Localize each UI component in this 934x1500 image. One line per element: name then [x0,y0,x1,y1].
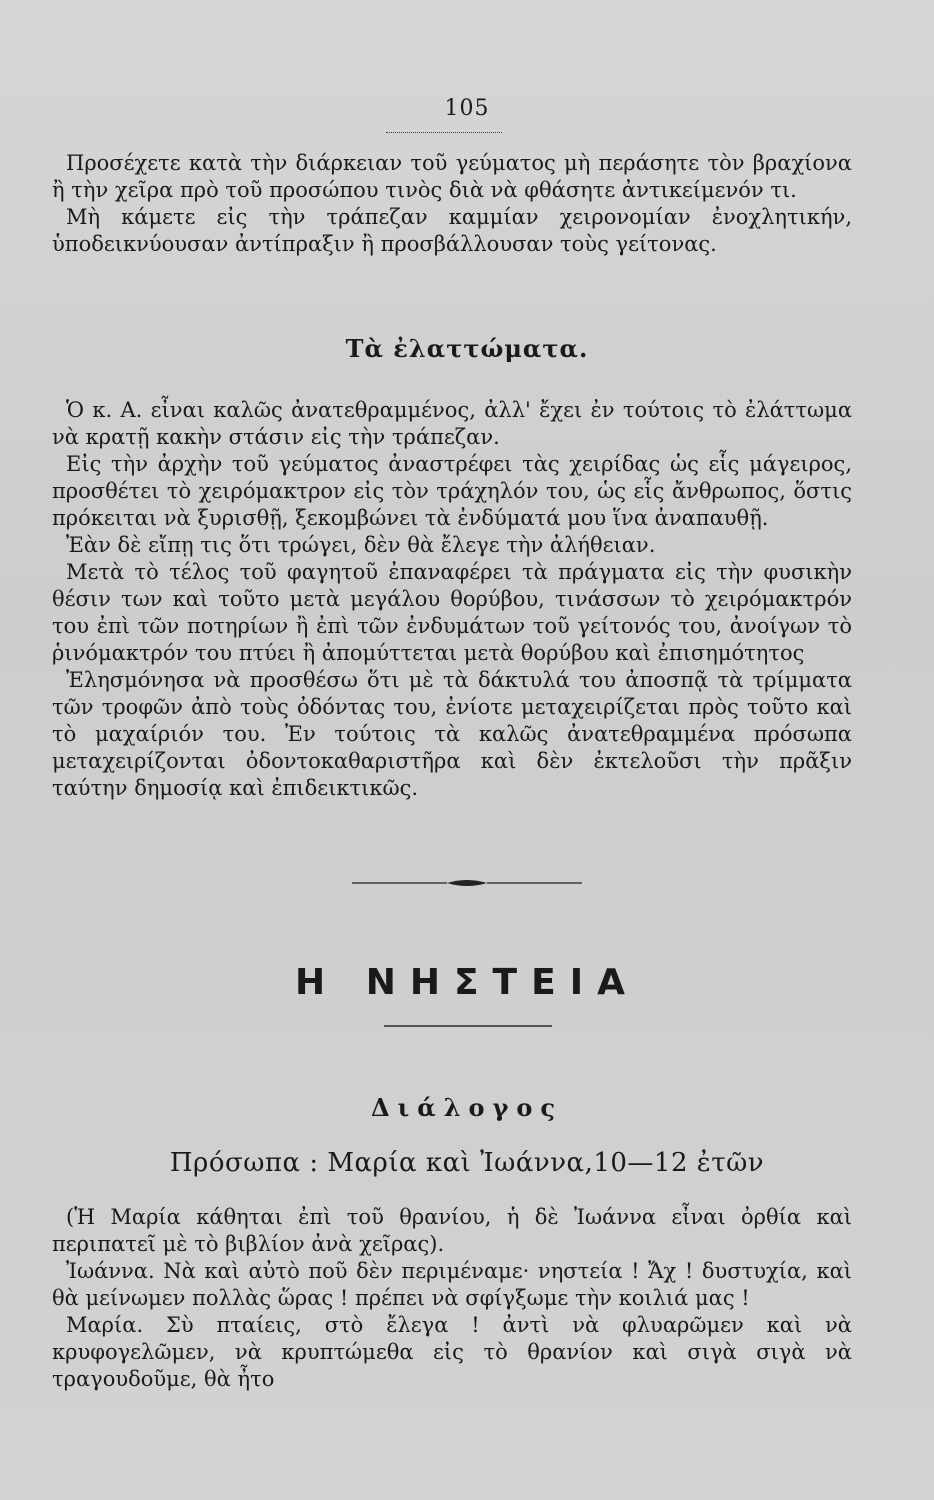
paragraph: Ὁ κ. Α. εἶναι καλῶς ἀνατεθραμμένος, ἀλλ' ἔχει ἐν τούτοις τὸ ἐλάττωμα νὰ κρατῇ κακὴν στάσιν εἰς τὴν τράπεζαν. [52,398,852,449]
page-number: 105 [444,96,490,121]
dialogue-line: Μαρία. Σὺ πταίεις, στὸ ἔλεγα ! ἀντὶ νὰ φλυαρῶμεν καὶ νὰ κρυφογελῶμεν, νὰ κρυπτώμεθα εἰς τὸ θρανίον καὶ σιγὰ σιγὰ νὰ τραγουδοῦμε, θὰ ἦτο [52,1313,852,1391]
paragraph: Μετὰ τὸ τέλος τοῦ φαγητοῦ ἐπαναφέρει τὰ πράγματα εἰς τὴν φυσικὴν θέσιν των καὶ τοῦτο μετὰ μεγάλου θορύβου, τινάσσων τὸ χειρόμακτρόν του ἐπὶ τῶν ποτηρίων ἢ ἐπὶ τῶν ἐνδυμάτων τοῦ γείτονός του, ἀνοίγων τὸ ῥινόμακτρόν του πτύει ἢ ἀπομύττεται μετὰ θορύβου καὶ ἐπισημότητος [52,560,852,665]
chapter-title: Η ΝΗΣΤΕΙΑ [295,962,639,1003]
paragraph: Μὴ κάμετε εἰς τὴν τράπεζαν καμμίαν χειρονομίαν ἐνοχλητικήν, ὑποδεικνύουσαν ἀντίπραξιν ἢ προσβάλλουσαν τοὺς γείτονας. [52,205,852,256]
paragraph: Εἰς τὴν ἀρχὴν τοῦ γεύματος ἀναστρέφει τὰς χειρίδας ὡς εἷς μάγειρος, προσθέτει τὸ χειρόμακτρον εἰς τὸν τράχηλόν του, ὡς εἷς ἄνθρωπος, ὅστις πρόκειται νὰ ξυρισθῇ, ξεκομβώνει τὰ ἐνδύματά μου ἵνα ἀναπαυθῇ. [52,452,852,530]
chapter-subtitle: Διάλογος [370,1093,563,1122]
stage-direction: (Ἡ Μαρία κάθηται ἐπὶ τοῦ θρανίου, ἡ δὲ Ἰωάννα εἶναι ὀρθία καὶ περιπατεῖ μὲ τὸ βιβλίον ἀνὰ χεῖρας). [52,1205,852,1256]
ornamental-divider [352,877,582,889]
title-rule [384,1025,552,1027]
persons-line: Πρόσωπα : Μαρία καὶ Ἰωάννα,10—12 ἐτῶν [169,1148,765,1178]
paragraph: Προσέχετε κατὰ τὴν διάρκειαν τοῦ γεύματος μὴ περάσητε τὸν βραχίονα ἢ τὴν χεῖρα πρὸ τοῦ προσώπου τινὸς διὰ νὰ φθάσητε ἀντικείμενόν τι. [52,151,852,202]
paragraph: Ἐὰν δὲ εἴπῃ τις ὅτι τρώγει, δὲν θὰ ἔλεγε τὴν ἀλήθειαν. [66,533,656,557]
etiquette-section [52,150,852,258]
dialogue-line: Ἰωάννα. Νὰ καὶ αὐτὸ ποῦ δὲν περιμέναμε· νηστεία ! Ἄχ ! δυστυχία, καὶ θὰ μείνωμεν πολλὰς ὥρας ! πρέπει νὰ σφίγξωμε τὴν κοιλιά μας ! [52,1259,852,1310]
faults-section [52,397,852,802]
page-number-rule [386,132,502,133]
section-heading: Τὰ ἐλαττώματα. [345,334,589,363]
paragraph: Ἐλησμόνησα νὰ προσθέσω ὅτι μὲ τὰ δάκτυλά του ἀποσπᾷ τὰ τρίμματα τῶν τροφῶν ἀπὸ τοὺς ὀδόντας του, ἐνίοτε μεταχειρίζεται πρὸς τοῦτο καὶ τὸ μαχαίριόν του. Ἐν τούτοις τὰ καλῶς ἀνατεθραμμένα πρόσωπα μεταχειρίζονται ὀδοντοκαθαριστῆρα καὶ δὲν ἐκτελοῦσι τὴν πρᾶξιν ταύτην δημοσίᾳ καὶ ἐπιδεικτικῶς. [52,668,852,800]
dialogue-section [52,1204,852,1393]
